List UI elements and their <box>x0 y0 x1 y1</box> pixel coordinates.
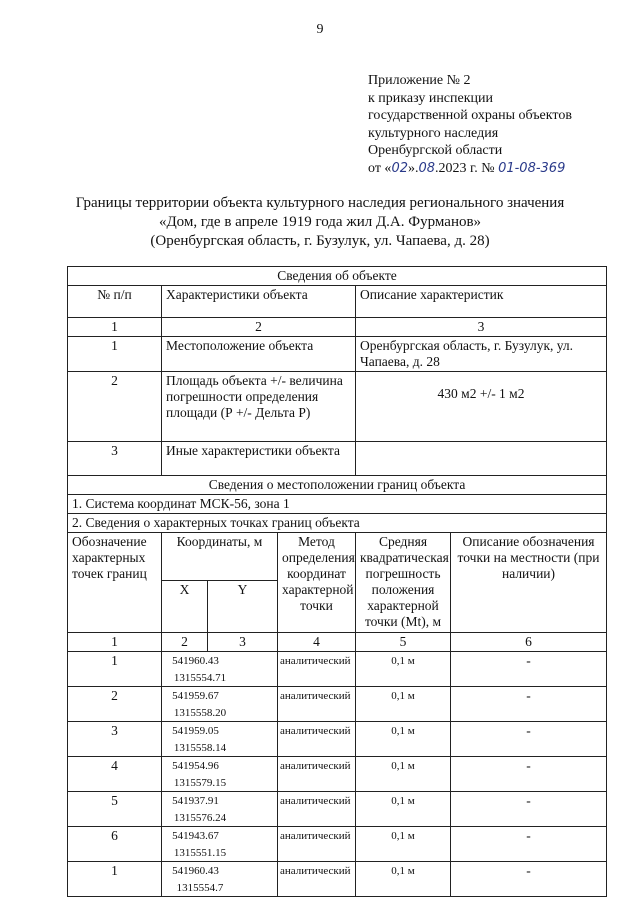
point-description: - <box>451 652 607 687</box>
point-row <box>68 827 607 862</box>
index-cell: 5 <box>356 633 451 652</box>
index-cell: 1 <box>68 633 162 652</box>
date-mid: ». <box>407 160 419 176</box>
point-method: аналитический <box>278 792 356 827</box>
appendix-line: Оренбургской области <box>368 143 503 158</box>
point-coords <box>162 652 278 687</box>
col-header-description: Описание характеристик <box>356 286 607 318</box>
point-description: - <box>451 722 607 757</box>
point-number: 5 <box>68 792 162 827</box>
col-header-method: Метод определения координат характерной точки <box>278 533 356 633</box>
point-description: - <box>451 862 607 897</box>
point-method: аналитический <box>278 687 356 722</box>
col-header-error: Средняя квадратическая погрешность положения характерной точки (Mt), м <box>356 533 451 633</box>
object-info-table <box>67 266 607 897</box>
point-row <box>68 862 607 897</box>
point-error: 0,1 м <box>356 687 451 722</box>
point-number: 3 <box>68 722 162 757</box>
point-x: 541937.91 <box>172 795 219 807</box>
index-cell: 2 <box>162 318 356 337</box>
point-error: 0,1 м <box>356 757 451 792</box>
point-y: 1315554.71 <box>173 672 227 684</box>
appendix-line: государственной охраны объектов <box>368 108 572 123</box>
point-method: аналитический <box>278 757 356 792</box>
col-header-y: Y <box>208 581 278 633</box>
point-error: 0,1 м <box>356 652 451 687</box>
point-method: аналитический <box>278 722 356 757</box>
point-error: 0,1 м <box>356 862 451 897</box>
title-line: (Оренбургская область, г. Бузулук, ул. Чапаева, д. 28) <box>150 233 490 249</box>
point-y: 1315558.14 <box>173 742 227 754</box>
point-x: 541960.43 <box>172 865 219 877</box>
point-method: аналитический <box>278 652 356 687</box>
col-header-x: X <box>162 581 208 633</box>
point-y: 1315579.15 <box>173 777 227 789</box>
title-line: Границы территории объекта культурного наследия регионального значения <box>75 195 565 211</box>
row-number: 3 <box>68 442 162 476</box>
point-method: аналитический <box>278 862 356 897</box>
point-coords <box>162 792 278 827</box>
row-characteristic: Местоположение объекта <box>162 337 356 372</box>
appendix-line: культурного наследия <box>368 125 499 141</box>
title-line: «Дом, где в апреле 1919 года жил Д.А. Фурманов» <box>158 214 482 230</box>
point-description: - <box>451 792 607 827</box>
point-error: 0,1 м <box>356 827 451 862</box>
point-description: - <box>451 757 607 792</box>
point-row <box>68 792 607 827</box>
col-header-coordinates: Координаты, м <box>162 533 278 581</box>
point-number: 4 <box>68 757 162 792</box>
col-header-designation: Обозначение характерных точек границ <box>68 533 162 633</box>
point-error: 0,1 м <box>356 792 451 827</box>
point-row <box>68 722 607 757</box>
row-description: 430 м2 +/- 1 м2 <box>356 372 607 442</box>
section-header-location: Сведения о местоположении границ объекта <box>68 476 607 495</box>
index-cell: 1 <box>68 318 162 337</box>
point-method: аналитический <box>278 827 356 862</box>
col-header-point-description: Описание обозначения точки на местности (при наличии) <box>451 533 607 633</box>
point-y: 1315576.24 <box>173 812 227 824</box>
point-coords <box>162 687 278 722</box>
point-description: - <box>451 827 607 862</box>
row-characteristic: Площадь объекта +/- величина погрешности определения площади (Р +/- Дельта Р) <box>162 372 356 442</box>
appendix-block <box>368 72 572 177</box>
section-header-object: Сведения об объекте <box>68 267 607 286</box>
point-x: 541943.67 <box>172 830 219 842</box>
appendix-line: к приказу инспекции <box>368 90 494 106</box>
point-x: 541960.43 <box>172 655 219 667</box>
point-y: 1315551.15 <box>173 847 227 859</box>
point-number: 1 <box>68 862 162 897</box>
points-header: 2. Сведения о характерных точках границ объекта <box>68 514 607 533</box>
index-cell: 3 <box>208 633 278 652</box>
point-y: 1315558.20 <box>173 707 227 719</box>
point-error: 0,1 м <box>356 722 451 757</box>
row-number: 2 <box>68 372 162 442</box>
row-description <box>356 442 607 476</box>
point-description: - <box>451 687 607 722</box>
order-date-line <box>368 160 572 178</box>
page-number: 9 <box>316 22 324 37</box>
point-coords <box>162 722 278 757</box>
row-characteristic: Иные характеристики объекта <box>162 442 356 476</box>
index-cell: 6 <box>451 633 607 652</box>
order-number-handwritten: 01-08-369 <box>498 160 566 176</box>
point-x: 541959.67 <box>172 690 219 702</box>
index-cell: 4 <box>278 633 356 652</box>
row-description: Оренбургская область, г. Бузулук, ул. Чапаева, д. 28 <box>356 337 607 372</box>
index-cell: 2 <box>162 633 208 652</box>
date-month-handwritten: 08 <box>418 160 436 176</box>
point-row <box>68 757 607 792</box>
index-cell: 3 <box>356 318 607 337</box>
date-year: .2023 г. № <box>435 160 499 176</box>
point-coords <box>162 757 278 792</box>
date-day-handwritten: 02 <box>391 160 408 176</box>
point-x: 541959.05 <box>172 725 219 737</box>
point-number: 2 <box>68 687 162 722</box>
point-x: 541954.96 <box>172 760 219 772</box>
point-row <box>68 687 607 722</box>
appendix-line: Приложение № 2 <box>368 73 471 88</box>
date-prefix: от « <box>368 160 392 176</box>
document-title <box>0 194 640 251</box>
coordinate-system: 1. Система координат МСК-56, зона 1 <box>68 495 607 514</box>
col-header-number: № п/п <box>68 286 162 318</box>
point-number: 1 <box>68 652 162 687</box>
point-number: 6 <box>68 827 162 862</box>
point-y: 1315554.7 <box>176 882 224 894</box>
point-coords <box>162 862 278 897</box>
point-coords <box>162 827 278 862</box>
point-row <box>68 652 607 687</box>
row-number: 1 <box>68 337 162 372</box>
col-header-characteristics: Характеристики объекта <box>162 286 356 318</box>
